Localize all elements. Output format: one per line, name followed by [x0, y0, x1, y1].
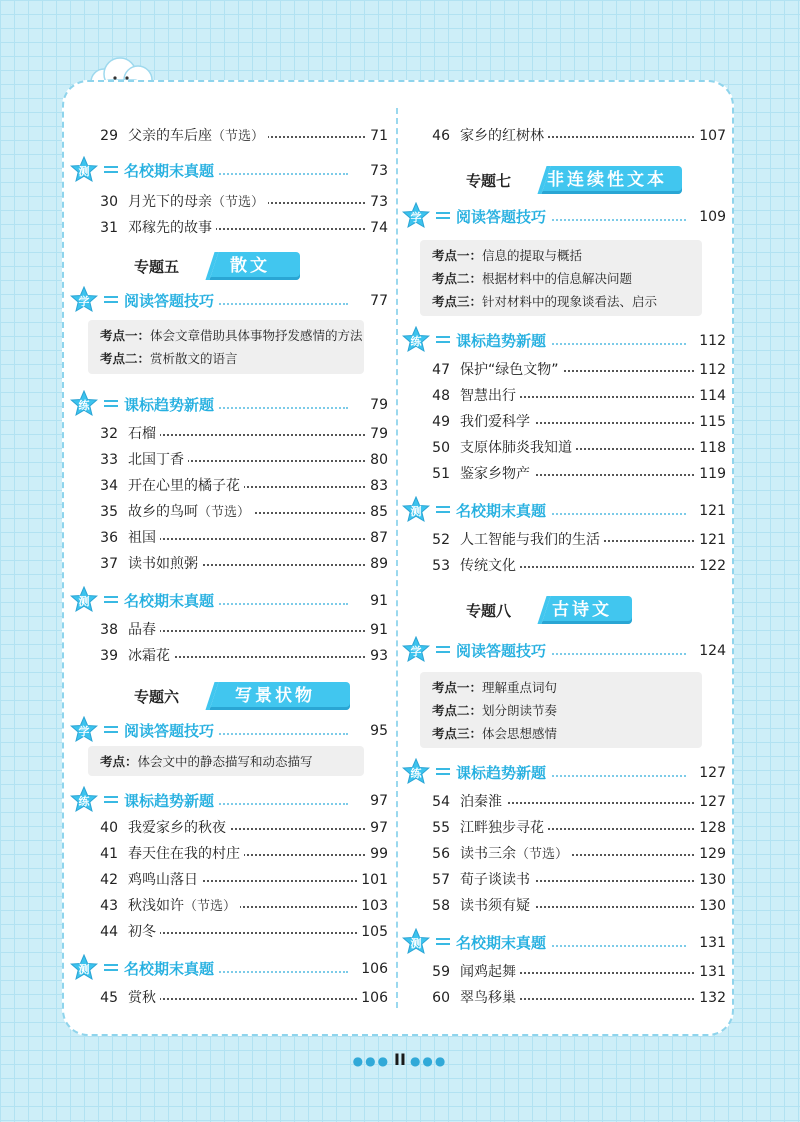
- key-point: [100, 347, 352, 370]
- section-label: 阅读答题技巧: [124, 716, 218, 746]
- entry-page: 115: [696, 410, 726, 434]
- entry-number: 40: [100, 820, 118, 836]
- star-badge-icon: [402, 496, 430, 524]
- entry-number: 54: [432, 794, 450, 810]
- entry-note: （节选）: [198, 505, 251, 520]
- toc-entry[interactable]: [88, 500, 388, 524]
- entry-page: 74: [367, 216, 388, 240]
- entry-page: 106: [358, 986, 388, 1010]
- svg-text:学: 学: [78, 295, 90, 308]
- entry-page: 121: [696, 528, 726, 552]
- entry-number: 51: [432, 466, 450, 482]
- key-point-tag: 考点：: [100, 754, 138, 769]
- toc-entry[interactable]: [420, 554, 726, 578]
- svg-text:学: 学: [78, 725, 90, 738]
- star-badge-icon: [70, 286, 98, 314]
- topic-title: 非连续性文本: [532, 166, 682, 194]
- key-point-tag: 考点三：: [432, 294, 483, 309]
- entry-page: 122: [696, 554, 726, 578]
- entry-title: 邓稼先的故事: [128, 216, 216, 240]
- entry-number: 39: [100, 648, 118, 664]
- section-label: 阅读答题技巧: [456, 636, 550, 666]
- section-heading[interactable]: [70, 954, 388, 984]
- section-page: 91: [367, 586, 388, 616]
- entry-number: 50: [432, 440, 450, 456]
- dot-leader: [128, 434, 384, 436]
- section-page: 79: [367, 390, 388, 420]
- entry-page: 130: [696, 894, 726, 918]
- column-divider: [396, 108, 398, 1008]
- entry-number: 37: [100, 556, 118, 572]
- entry-page: 83: [367, 474, 388, 498]
- entry-page: 132: [696, 986, 726, 1010]
- section-heading[interactable]: [402, 758, 726, 788]
- entry-title: 家乡的红树林: [460, 124, 548, 148]
- key-point: [432, 699, 690, 722]
- star-badge-icon: [70, 716, 98, 744]
- key-point-text: 根据材料中的信息解决问题: [482, 271, 633, 286]
- section-label: 阅读答题技巧: [124, 286, 218, 316]
- entry-title: 品春: [128, 618, 160, 642]
- entry-number: 48: [432, 388, 450, 404]
- toc-entry[interactable]: [88, 816, 388, 840]
- entry-title: 月光下的母亲（节选）: [128, 190, 268, 215]
- star-badge-icon: [402, 928, 430, 956]
- entry-number: 53: [432, 558, 450, 574]
- toc-entry[interactable]: [88, 552, 388, 576]
- entry-title: 读书三余（节选）: [460, 842, 572, 867]
- toc-entry[interactable]: [88, 894, 388, 918]
- toc-entry[interactable]: [88, 190, 388, 214]
- key-point-text: 体会文中的静态描写和动态描写: [137, 754, 313, 769]
- entry-number: 45: [100, 990, 118, 1006]
- entry-title: 江畔独步寻花: [460, 816, 548, 840]
- entry-number: 58: [432, 898, 450, 914]
- entry-number: 35: [100, 504, 118, 520]
- star-badge-icon: [402, 758, 430, 786]
- svg-text:测: 测: [78, 963, 90, 976]
- toc-entry[interactable]: [420, 436, 726, 460]
- key-point-tag: 考点一：: [432, 680, 483, 695]
- entry-title: 智慧出行: [460, 384, 520, 408]
- entry-number: 32: [100, 426, 118, 442]
- entry-page: 118: [696, 436, 726, 460]
- section-label: 阅读答题技巧: [456, 202, 550, 232]
- entry-number: 29: [100, 128, 118, 144]
- section-page: 121: [696, 496, 726, 526]
- entry-number: 31: [100, 220, 118, 236]
- entry-title: 祖国: [128, 526, 160, 550]
- dot-leader: [128, 630, 384, 632]
- entry-title: 鉴家乡物产: [460, 462, 534, 486]
- toc-entry[interactable]: [88, 216, 388, 240]
- svg-text:学: 学: [410, 211, 422, 224]
- entry-title: 故乡的鸟呵（节选）: [128, 500, 254, 525]
- key-points-box: [420, 240, 702, 316]
- toc-entry[interactable]: [88, 920, 388, 944]
- entry-number: 36: [100, 530, 118, 546]
- toc-entry[interactable]: [420, 124, 726, 148]
- entry-title: 支原体肺炎我知道: [460, 436, 576, 460]
- section-label: 课标趋势新题: [124, 786, 218, 816]
- entry-page: 73: [367, 190, 388, 214]
- stripe-icon: [436, 336, 450, 346]
- toc-entry[interactable]: [88, 986, 388, 1010]
- section-heading[interactable]: [402, 326, 726, 356]
- section-page: 112: [696, 326, 726, 356]
- page-footer: ●●● II ●●●: [352, 1050, 448, 1069]
- section-heading[interactable]: [70, 586, 388, 616]
- entry-number: 47: [432, 362, 450, 378]
- key-point-tag: 考点二：: [432, 271, 483, 286]
- toc-entry[interactable]: [420, 358, 726, 382]
- entry-number: 38: [100, 622, 118, 638]
- entry-title: 保护“绿色文物”: [460, 358, 563, 382]
- entry-title: 春天住在我的村庄: [128, 842, 244, 866]
- entry-page: 103: [358, 894, 388, 918]
- star-badge-icon: [402, 326, 430, 354]
- section-page: 73: [367, 156, 388, 186]
- entry-page: 128: [696, 816, 726, 840]
- svg-text:练: 练: [410, 767, 422, 780]
- stripe-icon: [436, 938, 450, 948]
- key-points-box: [88, 746, 364, 776]
- key-point: [100, 750, 352, 773]
- star-badge-icon: [402, 636, 430, 664]
- toc-entry[interactable]: [420, 384, 726, 408]
- entry-title: 闻鸡起舞: [460, 960, 520, 984]
- entry-page: 99: [367, 842, 388, 866]
- section-label: 名校期末真题: [124, 954, 218, 984]
- section-heading[interactable]: [402, 928, 726, 958]
- entry-number: 49: [432, 414, 450, 430]
- section-page: 127: [696, 758, 726, 788]
- key-point-text: 赏析散文的语言: [150, 351, 238, 366]
- entry-note: （节选）: [184, 899, 237, 914]
- entry-page: 130: [696, 868, 726, 892]
- section-label: 课标趋势新题: [124, 390, 218, 420]
- toc-entry[interactable]: [88, 842, 388, 866]
- toc-entry[interactable]: [88, 124, 388, 148]
- entry-number: 42: [100, 872, 118, 888]
- toc-entry[interactable]: [420, 894, 726, 918]
- section-page: 97: [367, 786, 388, 816]
- topic-heading[interactable]: [466, 596, 706, 626]
- stripe-icon: [436, 646, 450, 656]
- stripe-icon: [436, 506, 450, 516]
- key-point-text: 针对材料中的现象谈看法、启示: [482, 294, 658, 309]
- star-badge-icon: [70, 390, 98, 418]
- section-heading[interactable]: [70, 286, 388, 316]
- entry-page: 85: [367, 500, 388, 524]
- entry-note: （节选）: [212, 129, 265, 144]
- section-page: 77: [367, 286, 388, 316]
- section-heading[interactable]: [70, 716, 388, 746]
- entry-title: 初冬: [128, 920, 160, 944]
- toc-entry[interactable]: [420, 986, 726, 1010]
- dot-leader: [128, 998, 384, 1000]
- key-point-tag: 考点二：: [100, 351, 151, 366]
- star-badge-icon: [70, 786, 98, 814]
- entry-number: 52: [432, 532, 450, 548]
- toc-entry[interactable]: [420, 960, 726, 984]
- entry-title: 读书如煎粥: [128, 552, 202, 576]
- topic-title: 古诗文: [532, 596, 632, 624]
- entry-page: 87: [367, 526, 388, 550]
- entry-title: 石榴: [128, 422, 160, 446]
- key-point-text: 体会思想感情: [482, 726, 558, 741]
- key-point-tag: 考点二：: [432, 703, 483, 718]
- entry-number: 59: [432, 964, 450, 980]
- stripe-icon: [104, 796, 118, 806]
- star-badge-icon: [70, 586, 98, 614]
- stripe-icon: [104, 166, 118, 176]
- stripe-icon: [436, 212, 450, 222]
- entry-note: （节选）: [212, 195, 265, 210]
- key-point-text: 理解重点词句: [482, 680, 558, 695]
- entry-page: 101: [358, 868, 388, 892]
- entry-title: 翠鸟移巢: [460, 986, 520, 1010]
- entry-title: 传统文化: [460, 554, 520, 578]
- key-point: [100, 324, 363, 347]
- star-badge-icon: [70, 156, 98, 184]
- stripe-icon: [104, 296, 118, 306]
- topic-label: 专题五: [134, 258, 180, 276]
- toc-entry[interactable]: [420, 868, 726, 892]
- entry-title: 荀子谈读书: [460, 868, 534, 892]
- toc-entry[interactable]: [420, 528, 726, 552]
- section-heading[interactable]: [402, 636, 726, 666]
- entry-page: 127: [696, 790, 726, 814]
- topic-title: 散文: [200, 252, 300, 280]
- entry-page: 114: [696, 384, 726, 408]
- toc-entry[interactable]: [88, 644, 388, 668]
- entry-page: 129: [696, 842, 726, 866]
- section-heading[interactable]: [70, 390, 388, 420]
- toc-entry[interactable]: [88, 448, 388, 472]
- section-page: 131: [696, 928, 726, 958]
- entry-page: 107: [696, 124, 726, 148]
- entry-number: 44: [100, 924, 118, 940]
- entry-page: 105: [358, 920, 388, 944]
- key-point: [432, 722, 690, 745]
- section-heading[interactable]: [70, 156, 388, 186]
- page-number: II: [394, 1050, 406, 1069]
- topic-heading[interactable]: [466, 166, 706, 196]
- toc-entry[interactable]: [420, 816, 726, 840]
- entry-title: 我爱家乡的秋夜: [128, 816, 230, 840]
- key-point: [432, 267, 690, 290]
- entry-title: 鸡鸣山落日: [128, 868, 202, 892]
- entry-page: 112: [696, 358, 726, 382]
- toc-entry[interactable]: [88, 474, 388, 498]
- entry-number: 43: [100, 898, 118, 914]
- svg-text:测: 测: [78, 165, 90, 178]
- key-point-text: 体会文章借助具体事物抒发感情的方法: [150, 328, 363, 343]
- key-points-box: [88, 320, 364, 374]
- entry-number: 55: [432, 820, 450, 836]
- entry-title: 泊秦淮: [460, 790, 506, 814]
- key-point-text: 信息的提取与概括: [482, 248, 583, 263]
- key-point: [432, 290, 690, 313]
- key-point-text: 划分朗读节奏: [482, 703, 558, 718]
- entry-title: 秋浅如许（节选）: [128, 894, 240, 919]
- section-label: 名校期末真题: [124, 586, 218, 616]
- entry-page: 131: [696, 960, 726, 984]
- entry-number: 60: [432, 990, 450, 1006]
- entry-title: 父亲的车后座（节选）: [128, 124, 268, 149]
- star-badge-icon: [70, 954, 98, 982]
- entry-title: 开在心里的橘子花: [128, 474, 244, 498]
- topic-label: 专题六: [134, 688, 180, 706]
- stripe-icon: [104, 726, 118, 736]
- entry-page: 89: [367, 552, 388, 576]
- dot-leader: [128, 932, 384, 934]
- entry-page: 119: [696, 462, 726, 486]
- topic-heading[interactable]: [134, 682, 374, 712]
- topic-title: 写景状物: [200, 682, 350, 710]
- entry-number: 34: [100, 478, 118, 494]
- entry-page: 79: [367, 422, 388, 446]
- key-point: [432, 244, 690, 267]
- topic-heading[interactable]: [134, 252, 374, 282]
- section-label: 名校期末真题: [124, 156, 218, 186]
- section-heading[interactable]: [402, 202, 726, 232]
- key-point: [432, 676, 690, 699]
- topic-label: 专题七: [466, 172, 512, 190]
- entry-number: 33: [100, 452, 118, 468]
- entry-number: 41: [100, 846, 118, 862]
- entry-number: 56: [432, 846, 450, 862]
- section-heading[interactable]: [70, 786, 388, 816]
- entry-title: 北国丁香: [128, 448, 188, 472]
- section-page: 95: [367, 716, 388, 746]
- entry-page: 97: [367, 816, 388, 840]
- entry-title: 赏秋: [128, 986, 160, 1010]
- section-label: 课标趋势新题: [456, 758, 550, 788]
- toc-entry[interactable]: [88, 618, 388, 642]
- entry-page: 80: [367, 448, 388, 472]
- toc-entry[interactable]: [88, 868, 388, 892]
- star-badge-icon: [402, 202, 430, 230]
- section-heading[interactable]: [402, 496, 726, 526]
- toc-entry[interactable]: [420, 790, 726, 814]
- toc-entry[interactable]: [88, 526, 388, 550]
- section-page: 109: [696, 202, 726, 232]
- stripe-icon: [104, 400, 118, 410]
- entry-title: 读书须有疑: [460, 894, 534, 918]
- toc-entry[interactable]: [88, 422, 388, 446]
- stripe-icon: [104, 596, 118, 606]
- svg-text:练: 练: [78, 399, 90, 412]
- svg-text:测: 测: [410, 937, 422, 950]
- entry-number: 30: [100, 194, 118, 210]
- stripe-icon: [104, 964, 118, 974]
- entry-number: 46: [432, 128, 450, 144]
- entry-page: 71: [367, 124, 388, 148]
- key-point-tag: 考点一：: [432, 248, 483, 263]
- key-point-tag: 考点一：: [100, 328, 151, 343]
- toc-entry[interactable]: [420, 410, 726, 434]
- topic-label: 专题八: [466, 602, 512, 620]
- stripe-icon: [436, 768, 450, 778]
- entry-note: （节选）: [516, 847, 569, 862]
- svg-text:测: 测: [78, 595, 90, 608]
- svg-text:测: 测: [410, 505, 422, 518]
- entry-page: 93: [367, 644, 388, 668]
- section-label: 名校期末真题: [456, 496, 550, 526]
- section-page: 106: [358, 954, 388, 984]
- entry-title: 冰霜花: [128, 644, 174, 668]
- entry-title: 人工智能与我们的生活: [460, 528, 604, 552]
- dot-leader: [128, 538, 384, 540]
- entry-page: 91: [367, 618, 388, 642]
- svg-text:练: 练: [78, 795, 90, 808]
- section-label: 名校期末真题: [456, 928, 550, 958]
- entry-number: 57: [432, 872, 450, 888]
- toc-entry[interactable]: [420, 462, 726, 486]
- svg-text:学: 学: [410, 645, 422, 658]
- section-page: 124: [696, 636, 726, 666]
- svg-text:练: 练: [410, 335, 422, 348]
- key-point-tag: 考点三：: [432, 726, 483, 741]
- entry-title: 我们爱科学: [460, 410, 534, 434]
- toc-entry[interactable]: [420, 842, 726, 866]
- key-points-box: [420, 672, 702, 748]
- section-label: 课标趋势新题: [456, 326, 550, 356]
